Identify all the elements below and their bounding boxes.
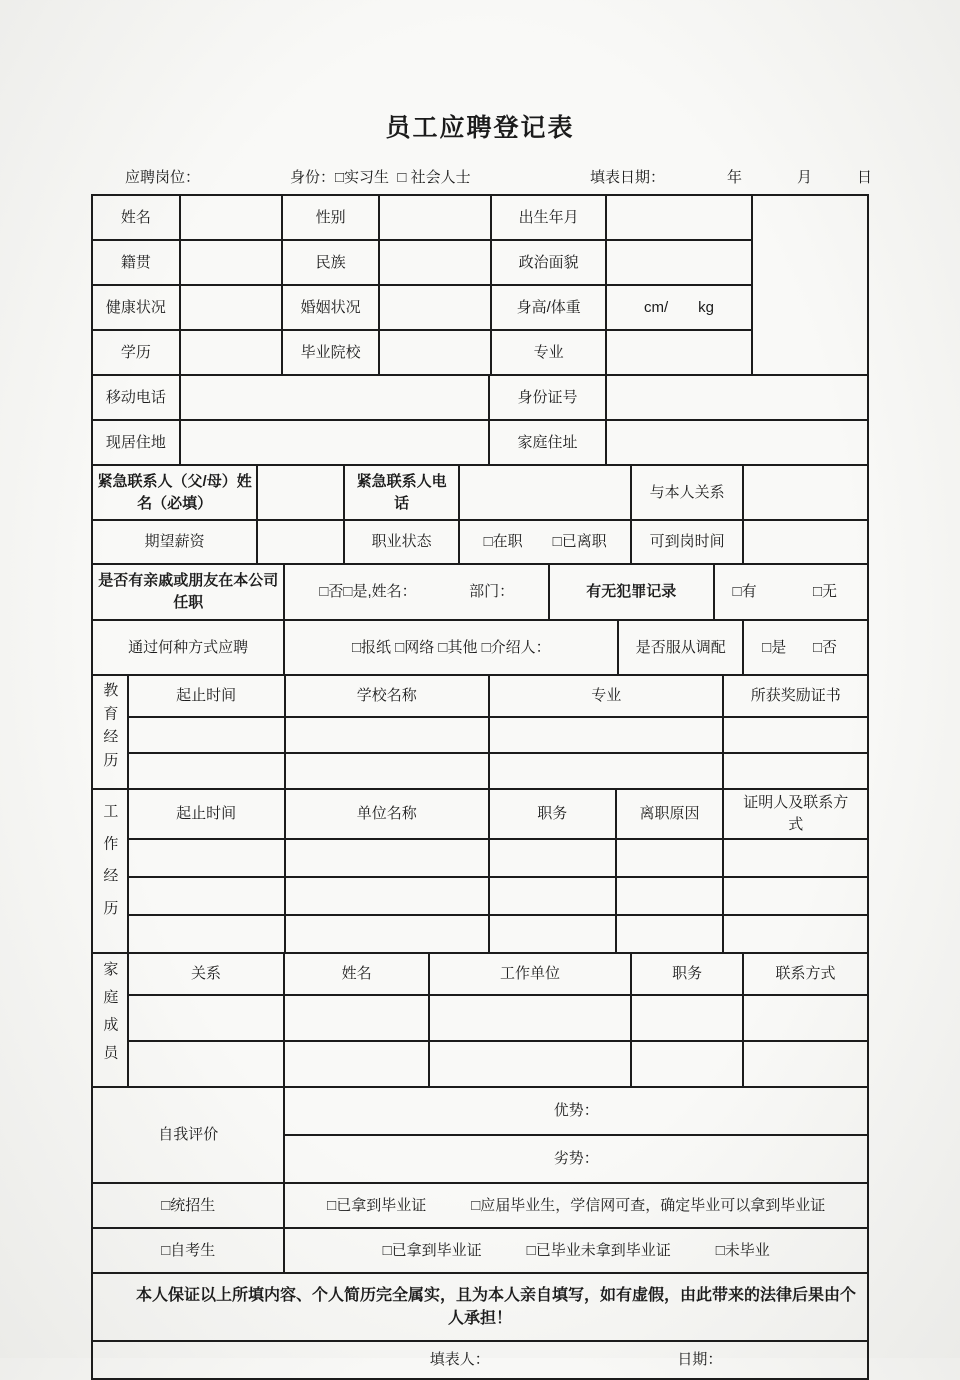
relocation-label: 是否服从调配 — [618, 620, 743, 675]
education-row-cell — [489, 753, 724, 789]
gender-value-cell — [379, 195, 491, 240]
health-label: 健康状况 — [92, 285, 180, 330]
family-row-cell — [429, 995, 632, 1041]
id-number-label: 身份证号 — [489, 375, 607, 420]
relatives-in-company-label: 是否有亲戚或朋友在本公司任职 — [92, 564, 284, 620]
day-label: 日 — [857, 169, 873, 186]
education-header-period: 起止时间 — [128, 675, 285, 717]
footer-date-label: 日期： — [677, 1351, 723, 1369]
work-header-reference-text: 证明人及联系方式 — [743, 794, 849, 833]
education-header-major: 专业 — [489, 675, 724, 717]
family-header-position: 职务 — [631, 953, 743, 995]
work-row-cell — [128, 839, 285, 877]
work-row-cell — [616, 877, 724, 915]
home-address-label: 家庭住址 — [489, 420, 607, 465]
application-channel-label: 通过何种方式应聘 — [92, 620, 284, 675]
family-row-cell — [429, 1041, 632, 1087]
education-row-cell — [128, 753, 285, 789]
native-place-value-cell — [180, 240, 282, 285]
self-study-checkbox: □自考生 — [92, 1228, 284, 1273]
relatives-checkboxes: □否□是,姓名： 部门： — [284, 564, 549, 620]
family-row-cell — [743, 1041, 868, 1087]
family-header-relation: 关系 — [128, 953, 285, 995]
graduate-school-label: 毕业院校 — [282, 330, 379, 375]
family-row-cell — [743, 995, 868, 1041]
family-row-cell — [128, 1041, 285, 1087]
work-row-cell — [285, 877, 489, 915]
home-address-value-cell — [606, 420, 868, 465]
family-header-name: 姓名 — [284, 953, 428, 995]
criminal-record-label: 有无犯罪记录 — [549, 564, 714, 620]
residence-value-cell — [180, 420, 489, 465]
family-row-cell — [284, 995, 428, 1041]
work-section-label — [92, 789, 128, 953]
criminal-no-checkbox: □无 — [812, 583, 837, 601]
residence-label: 现居住地 — [92, 420, 180, 465]
family-row-cell — [631, 995, 743, 1041]
start-date-value-cell — [743, 520, 868, 564]
graduate-school-value-cell — [379, 330, 491, 375]
relatives-table — [91, 563, 869, 621]
year-label: 年 — [727, 169, 743, 186]
work-row-cell — [128, 915, 285, 953]
education-row-cell — [128, 717, 285, 753]
work-header-period: 起止时间 — [128, 789, 285, 839]
political-status-value-cell — [606, 240, 751, 285]
expected-salary-label: 期望薪资 — [92, 520, 257, 564]
criminal-yes-checkbox: □有 — [732, 583, 757, 601]
fill-date-label: 填表日期： — [590, 169, 666, 186]
application-channel-checkboxes: □报纸 □网络 □其他 □介绍人： — [284, 620, 618, 675]
basic-info-table — [91, 194, 869, 376]
education-row-cell — [285, 753, 489, 789]
footer-table — [91, 1340, 869, 1380]
self-evaluation-table — [91, 1086, 869, 1184]
work-row-cell — [128, 877, 285, 915]
id-number-value-cell — [606, 375, 868, 420]
expected-salary-value-cell — [257, 520, 344, 564]
health-value-cell — [180, 285, 282, 330]
work-row-cell — [616, 915, 724, 953]
meta-row — [91, 166, 873, 190]
degree-value-cell — [180, 330, 282, 375]
contact-table — [91, 374, 869, 466]
relocation-checkboxes — [743, 620, 868, 675]
name-label: 姓名 — [92, 195, 180, 240]
work-header-company: 单位名称 — [285, 789, 489, 839]
channel-table — [91, 619, 869, 676]
work-header-leave-reason: 离职原因 — [616, 789, 724, 839]
family-table — [91, 952, 869, 1088]
emergency-name-label: 紧急联系人（父/母）姓名（必填） — [92, 465, 257, 520]
family-header-contact: 联系方式 — [743, 953, 868, 995]
work-row-cell — [285, 915, 489, 953]
photo-cell — [752, 195, 868, 375]
birth-value-cell — [606, 195, 751, 240]
work-row-cell — [489, 839, 616, 877]
declaration-table — [91, 1272, 869, 1342]
weaknesses-cell: 劣势： — [284, 1135, 868, 1183]
self-study-options: □已拿到毕业证 □已毕业未拿到毕业证 □未毕业 — [284, 1228, 868, 1273]
unified-enrollment-checkbox: □统招生 — [92, 1183, 284, 1228]
identity-checkboxes: 身份：□实习生 □ 社会人士 — [290, 169, 471, 186]
self-evaluation-label: 自我评价 — [92, 1087, 284, 1183]
form-filler-label: 填表人： — [429, 1351, 490, 1369]
family-row-cell — [284, 1041, 428, 1087]
education-header-school: 学校名称 — [285, 675, 489, 717]
family-header-employer: 工作单位 — [429, 953, 632, 995]
work-row-cell — [489, 915, 616, 953]
birth-label: 出生年月 — [491, 195, 607, 240]
family-row-cell — [631, 1041, 743, 1087]
family-row-cell — [128, 995, 285, 1041]
height-weight-label: 身高/体重 — [491, 285, 607, 330]
education-header-awards: 所获奖励证书 — [723, 675, 868, 717]
family-section-vertical-text: 家庭成员 — [101, 961, 119, 1073]
unified-enrollment-options: □已拿到毕业证 □应届毕业生，学信网可查，确定毕业可以拿到毕业证 — [284, 1183, 868, 1228]
degree-label: 学历 — [92, 330, 180, 375]
major-label: 专业 — [491, 330, 607, 375]
relocation-no-checkbox: □否 — [812, 638, 837, 656]
work-header-reference — [723, 789, 868, 839]
mobile-value-cell — [180, 375, 489, 420]
emergency-table — [91, 464, 869, 565]
political-status-label: 政治面貌 — [491, 240, 607, 285]
month-label: 月 — [797, 169, 813, 186]
marital-value-cell — [379, 285, 491, 330]
gender-label: 性别 — [282, 195, 379, 240]
page-title: 员工应聘登记表 — [385, 114, 575, 142]
name-value-cell — [180, 195, 282, 240]
education-row-cell — [285, 717, 489, 753]
work-header-position: 职务 — [489, 789, 616, 839]
relation-value-cell — [743, 465, 868, 520]
education-table — [91, 674, 869, 790]
ethnicity-label: 民族 — [282, 240, 379, 285]
mobile-label: 移动电话 — [92, 375, 180, 420]
work-row-cell — [285, 839, 489, 877]
start-date-label: 可到岗时间 — [631, 520, 743, 564]
work-row-cell — [489, 877, 616, 915]
education-section-label — [92, 675, 128, 789]
education-row-cell — [723, 753, 868, 789]
work-row-cell — [616, 839, 724, 877]
marital-label: 婚姻状况 — [282, 285, 379, 330]
emergency-name-value-cell — [257, 465, 344, 520]
position-applied-label: 应聘岗位： — [125, 169, 201, 186]
strengths-cell: 优势： — [284, 1087, 868, 1135]
education-row-cell — [723, 717, 868, 753]
declaration-text: 本人保证以上所填内容、个人简历完全属实，且为本人亲自填写，如有虚假，由此带来的法律后果由个人承担！ — [92, 1273, 868, 1341]
ethnicity-value-cell — [379, 240, 491, 285]
major-value-cell — [606, 330, 751, 375]
education-row-cell — [489, 717, 724, 753]
graduation-table — [91, 1182, 869, 1274]
footer-row — [92, 1341, 868, 1379]
job-status-checkboxes: □在职 □已离职 — [459, 520, 631, 564]
work-row-cell — [723, 839, 868, 877]
native-place-label: 籍贯 — [92, 240, 180, 285]
emergency-phone-value-cell — [459, 465, 631, 520]
relation-label: 与本人关系 — [631, 465, 743, 520]
family-section-label — [92, 953, 128, 1087]
education-section-vertical-text: 教育经历 — [101, 682, 119, 776]
work-section-vertical-text: 工作经历 — [101, 803, 119, 933]
height-weight-units: cm/ kg — [606, 285, 751, 330]
work-table — [91, 788, 869, 954]
emergency-phone-label: 紧急联系人电话 — [344, 465, 459, 520]
form-sheet — [91, 166, 873, 1380]
work-row-cell — [723, 915, 868, 953]
work-row-cell — [723, 877, 868, 915]
job-status-label: 职业状态 — [344, 520, 459, 564]
relocation-yes-checkbox: □是 — [762, 638, 787, 656]
criminal-record-checkboxes — [714, 564, 868, 620]
